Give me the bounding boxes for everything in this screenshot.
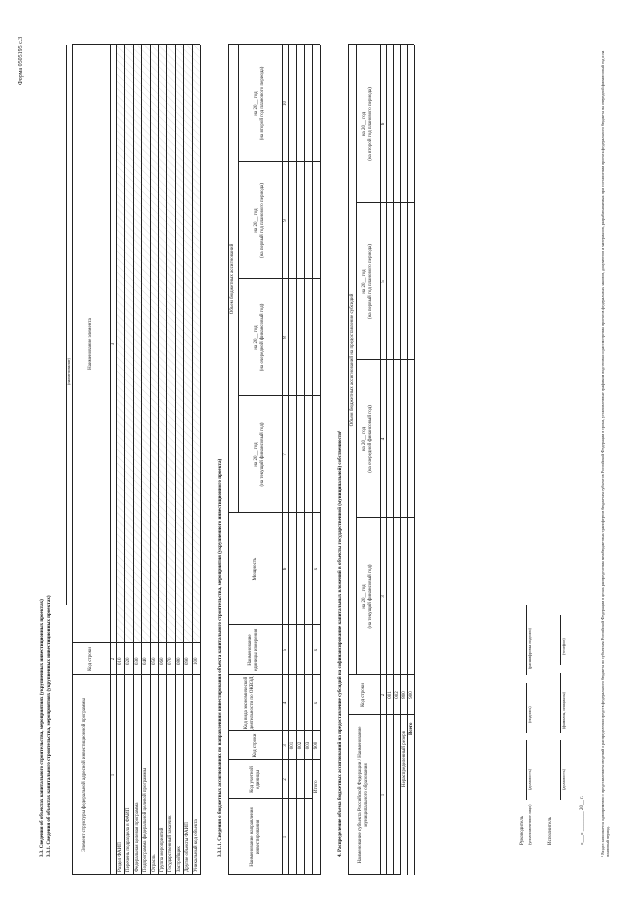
table-row-code: 030 (134, 657, 140, 665)
head-label: Руководитель (520, 815, 525, 845)
date-line: «___» ________ 20__ г. (580, 796, 585, 845)
table-row-code: 040 (143, 657, 149, 665)
col-number: 4 (283, 701, 288, 705)
table-row-label: Застройщик (176, 846, 182, 872)
table-row-code: 050 (151, 657, 157, 665)
col-number: 6 (283, 567, 288, 571)
decoding-caption: (расшифровка подписи) (527, 628, 532, 669)
total-label: Всего (408, 722, 414, 735)
col-number: 2 (283, 778, 288, 781)
x-mark: x (314, 567, 319, 571)
col-number: 10 (283, 101, 288, 106)
section-3-3-title: 3.3. Сведения об объектах капитального строительства, мероприятиях (укрупненных инвестиционных проектах) (40, 599, 45, 857)
table-row-code: 001 (290, 741, 295, 750)
table-row-code: 090 (185, 657, 191, 665)
col-year-4-header: на 20__ год (на второй год планового периода) (362, 87, 373, 161)
table-row-code: 070 (168, 657, 174, 665)
total-label: Итого (314, 780, 319, 793)
col-year-3-header: на 20__ год (на первый год планового периода) (254, 183, 265, 258)
col-capacity-header: Мощность (253, 557, 258, 581)
col-number: 2 (111, 657, 116, 661)
executor-label: Исполнитель (548, 817, 553, 845)
footnote: ¹ Раздел заполняется одновременно с представлением сведений о распределении средств федерального бюджета по субъектам Российской Федерации в целях распределения межбюджетных трансфертов бюджетам субъектов Российской Федерации в сроки, установленные графиком подготовки и рассмотрения проектов федеральных законов, документов и материалов, разрабатываемых при составлении проекта федерального бюджета на очередной финансовый год и на плановый период. (600, 50, 611, 857)
total-code: 900 (408, 691, 414, 699)
col-number: 5 (283, 648, 288, 652)
col-number: 3 (283, 744, 288, 747)
col-number: 3 (381, 595, 386, 598)
col-number: 3 (111, 342, 116, 346)
table-row-code: 020 (126, 657, 132, 665)
table-row-label: Раздел ФАИП (118, 842, 123, 872)
table-row-label: Подпрограмма федеральной целевой программы (143, 767, 149, 872)
total-code: 900 (314, 741, 319, 750)
table-row-label: Федеральная целевая программа (134, 802, 140, 872)
col-year-1-header: на 20__ год (на текущий финансовый год) (362, 564, 373, 629)
table-row-code: 080 (176, 657, 182, 665)
col-number: 1 (111, 773, 116, 777)
col-measure-header: Наименование единицы измерения (248, 628, 259, 672)
table-row-code: 001 (387, 691, 393, 699)
element-name-note: (наименование) (66, 358, 71, 385)
position-caption: (должность) (527, 769, 532, 790)
signature-caption: (подпись) (527, 706, 532, 723)
head-sub: (уполномоченное лицо) (527, 804, 532, 845)
col-year-2-header: на 20__ год (на очередной финансовый год) (254, 303, 265, 372)
phone-caption: (телефон) (561, 638, 566, 655)
col-number: 1 (283, 835, 288, 839)
volume-header: Объем бюджетных ассигнований (230, 243, 235, 315)
col-number: 8 (283, 336, 288, 339)
col-structure-header: Элемент структуры федеральной адресной инвестиционной программы (82, 698, 87, 852)
table-row-label: Государственный заказчик (168, 815, 174, 872)
col-subject-header: Наименование субъекта Российской Федерации / Наименование муниципального образования (358, 726, 369, 864)
col-year-3-header: на 20__ год (на первый год планового периода) (362, 244, 373, 319)
x-mark: x (314, 701, 319, 705)
table-row-label: Уникальный код объекта (193, 819, 199, 872)
col-year-1-header: на 20__ год (на текущий финансовый год) (254, 422, 265, 487)
table-row-code: 060 (160, 657, 165, 665)
table-row-label: Отрасль (151, 854, 157, 872)
x-mark: x (314, 648, 319, 652)
col-year-4-header: на 20__ год (на второй год планового периода) (254, 66, 265, 141)
col-element-header: Наименование элемента (88, 318, 93, 370)
col-number: 9 (283, 219, 288, 222)
col-number: 2 (381, 693, 386, 697)
form-code: Форма 0505195 с.3 (18, 36, 24, 85)
table-row-label: Группа мероприятий (160, 827, 165, 872)
table-row-label: Другие объекты ФАИП (185, 822, 191, 872)
section-3-3-1-1-title: 3.3.1.1. Сведения о бюджетных ассигнованиях по направлениям инвестирования объекта капитального строительства, мероприятия (укрупненного инвестиционного проекта) (218, 458, 223, 857)
col-number: 4 (381, 437, 386, 441)
table-row-code: 003 (306, 741, 311, 750)
volume-header: Объем бюджетных ассигнований на предоставление субсидий (350, 293, 355, 427)
col-year-2-header: на 20__ год (на очередной финансовый год) (362, 405, 373, 473)
table-row-code: 010 (118, 657, 123, 665)
position-caption: (должность) (561, 769, 566, 790)
fio-caption: (фамилия, инициалы) (561, 692, 566, 729)
undistributed-label: Нераспределенный резерв (401, 730, 407, 787)
col-okved-header: Код вида экономической деятельности по ОКВЭД (244, 676, 255, 730)
col-unit-code-header: Код учетной единицы (250, 766, 261, 793)
section-3-3-1-title: 3.3.1. Сведения об объектах капитального строительства, мероприятиях (укрупненных инвестиционных проектах) (47, 595, 52, 857)
table-row-label: Перечень подраздела в ФАИП (126, 807, 132, 872)
col-code-header: Код строки (88, 647, 93, 671)
col-number: 5 (381, 280, 386, 283)
col-number: 1 (381, 793, 386, 797)
col-direction-header: Наименование направления инвестирования (250, 807, 261, 867)
table-row-code: 100 (193, 657, 199, 665)
col-number: 7 (283, 453, 288, 456)
section-4-title: 4. Распределение объема бюджетных ассигнований на предоставление субсидий на софинансирование капитальных вложений в объекты государственной (муниципальной) собственности¹ (338, 430, 343, 857)
table-row-code: 002 (298, 741, 303, 750)
col-row-code-header: Код строки (253, 733, 258, 758)
undistributed-code: 800 (401, 691, 407, 699)
col-row-code-header: Код строки (361, 683, 366, 707)
table-row-code: 002 (394, 691, 400, 699)
col-number: 6 (381, 122, 386, 126)
